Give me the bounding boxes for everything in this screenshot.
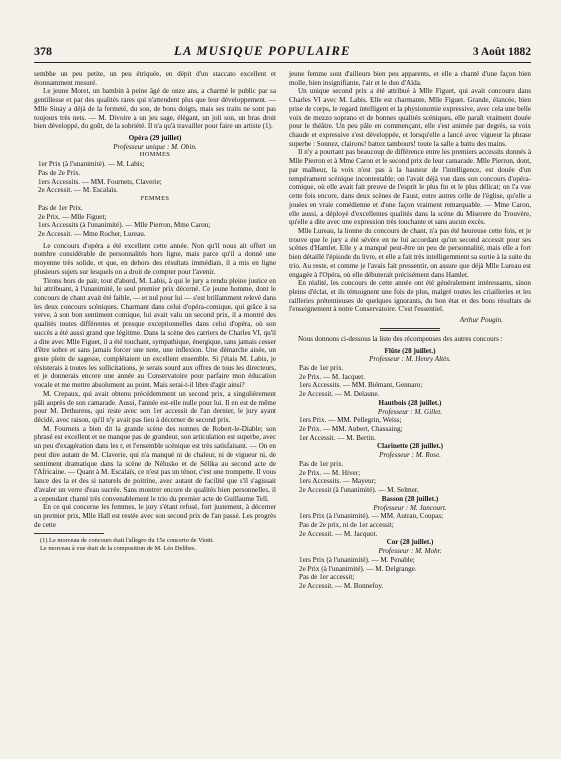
section-professor: Professeur : M. Henry Altès. <box>369 355 451 364</box>
page-number: 378 <box>34 44 52 58</box>
award-line: 1ers Prix (à l'unanimité). — M. Penable; <box>299 555 415 564</box>
page-header <box>34 44 531 62</box>
author-signature: Arthur Pougin. <box>459 316 503 325</box>
paragraph: En réalité, les concours de cette année ont été généralement intéressants, sinon pleins d'éclat, et ils témoignent une fois de plus, malgré toutes les criailleries et les railleries prétentieuses de quelques ignorants, du bon état et des bons résultats de l'enseignement à notre Conservatoire. C'est l'essentiel. <box>289 279 531 314</box>
subsection-femmes: FEMMES <box>140 195 170 203</box>
award-line: 1ers Accessits. — MM. Biémant, Gennaro; <box>299 381 423 390</box>
section-professor: Professeur unique : M. Obin. <box>113 142 197 151</box>
section-title-cor: Cor (28 juillet.) <box>386 538 434 547</box>
award-line: 2e Accessit. — Mme Rocher, Lureau. <box>38 229 146 238</box>
section-title-hautbois: Hautbois (28 juillet.) <box>378 398 442 407</box>
section-professor: Professeur : M. Mohr. <box>378 547 442 556</box>
award-line: 2e Accessit (à l'unanimité). — M. Selmer. <box>299 486 419 495</box>
award-line: 1ers Prix. — MM. Pellegrin, Weiss; <box>299 416 402 425</box>
award-line: 2e Prix. — M. Hiver; <box>299 468 361 477</box>
issue-date: 3 Août 1882 <box>472 46 531 58</box>
section-title-flute: Flûte (28 juillet.) <box>384 346 436 355</box>
paragraph: Le jeune Moret, un bambin à peine âgé de onze ans, a charmé le public par sa gentillesse et par des qualités rares qui n'attendent plus que leur développement. — Mlle Sinay a déjà de la fermeté, du son, de bons doigts, mais ses traits ne sont pas toujours très nets. — M. Divoire a un jeu sage, élégant, un joli son, un bras droit bien développé, du goût, de la sobriété. Il n'a qu'à travailler pour faire un artiste (1). <box>34 87 276 131</box>
footnote-rule <box>34 533 104 534</box>
section-title-clarinette: Clarinette (28 juillet.) <box>376 442 444 451</box>
award-line: 1ers Accessits. — Mayeur; <box>299 477 376 486</box>
award-line: 2e Accessit. — M. Delaune. <box>299 390 380 399</box>
paragraph: En ce qui concerne les femmes, le jury s'étant refusé, fort justement, à décerner un premier prix, Mlle Hall est restée avec son second prix de l'an passé. Les progrès de cette <box>34 503 276 529</box>
award-line: Pas de 1er accessit; <box>299 573 355 582</box>
award-line: Pas de 1er prix. <box>299 364 344 372</box>
award-line: 2e Prix. — MM. Aubert, Chassaing; <box>299 425 403 434</box>
award-line: Pas de 1er Prix. <box>38 203 83 212</box>
section-professor: Professeur : M. Jancourt. <box>373 503 447 512</box>
award-line: Pas de 2e Prix. <box>38 168 81 177</box>
section-title-opera: Opéra (29 juillet) <box>128 134 182 143</box>
paragraph: sembhe un peu petite, un peu étriquée, en dépit d'un staccato excellent et étonnamment mesuré. <box>34 70 276 87</box>
header-rule <box>34 62 531 63</box>
paragraph: M. Fournets a bien dit la grande scène des nonnes de Robert-le-Diable; son phrasé est excellent et ne manque pas de grandeur, son articulation est superbe, avec un peu d'exagération dans les r, et l'ensemble scénique est très satisfaisant. — On en peut dire autant de M. Claverie, qui n'a manqué ni de chaleur, ni de vigueur ni, de sentiment dramatique dans la scène de Nélusko et de Sélika au second acte de l'Africaine. — Quant à M. Escalaïs, ce n'est pas un ténor, c'est une trompette. Il vous lance des la et des si naturels de poitrine, avec autant de facilité que s'il s'agissait d'avaler un verre d'eau sucrée. Sans montrer encore de qualités bien personnelles, il a cependant chanté très convenablement le trio du premier acte de Guillaume Tell. <box>34 424 276 503</box>
award-line: 1er Accessit. — M. Bertin. <box>299 433 376 442</box>
award-line: 1ers Accessits (à l'unanimité). — Mlle Pierron, Mme Caron; <box>38 221 211 230</box>
section-title-basson: Basson (28 juillet.) <box>381 494 439 503</box>
award-line: 2e Prix. — M. Jacquet. <box>299 372 366 381</box>
paragraph: jeune femme sont d'ailleurs bien peu apparents, et elle a chanté d'une façon bien molle, bien insignifiante, l'air et le duo d'Aïda. <box>289 70 531 87</box>
award-line: Pas de 2e prix, ni de 1er accessit; <box>299 520 394 529</box>
award-line: 2e Prix (à l'unanimité). — M. Delgrange. <box>299 564 417 573</box>
award-line: 1ers Prix (à l'unanimité). — MM. Autran, Coupas; <box>299 512 444 521</box>
paragraph: Mlle Lureau, la lionne du concours de chant, n'a pas été heureuse cette fois, et je trouve que le jury a été sévère en ne lui accordant qu'un second accessit pour ses scènes d'Hamlet. Elle y a manqué peut-être un peu de personnalité, mais elle a fort bien détaillé l'épisode du livre, et elle a fait très intelligemment sa sortie à la suite du trio. Au reste, et comme je l'avais fait pressentir, on assure que déjà Mlle Lureau est engagée à l'Opéra, où elle débuterait précisément dans Hamlet. <box>289 226 531 279</box>
paragraph: M. Crepaux, qui avait obtenu précédemment un second prix, a singulièrement pâli auprès de son camarade. Aussi, l'année est-elle nulle pour lui. Il en est de même pour M. Dethurens, qui reste avec son 1er accessit de l'an dernier, le jury ayant décidé, avec raison, qu'il n'y avait pas lieu à décerner de second prix. <box>34 389 276 425</box>
award-line: Pas de 1er prix. <box>299 459 344 468</box>
paragraph: Nous donnons ci-dessous la liste des récompenses des autres concours : <box>298 334 503 343</box>
footnote: (1) Le morceau de concours était l'allegro du 15e concerto de Viotti. <box>40 537 215 545</box>
section-professor: Professeur : M. Rose. <box>379 451 441 460</box>
paragraph: Tirons hors de pair, tout d'abord, M. Labis, à qui le jury a rendu pleine justice en lui attribuant, à l'unanimité, le seul premier prix décerné. Ce jeune homme, dont le concours de chant avait été faible, — et nul pour lui — s'est brillamment relevé dans les deux concours scéniques. Charmant dans celui d'opéra-comique, qui grâce à sa verve, à son bon sentiment comique, lui avait valu un second prix, il a montré des qualités toutes différentes et presque exceptionnelles dans celui d'opéra, où son succès a été aussi grand que légitime. Dans la scène des carriers de Charles VI, qu'il a dite avec Mlle Figuet, il a été touchant, sympathique, énergique, sans jamais cesser d'être sobre et sans jamais forcer une note, une inflexion. Une démarche aisée, un geste plein de sagesse, complétaient un excellent ensemble. Si j'étais M. Labis, je résisterais à toutes les sollicitations, je serais sourd aux offres de tous les directeurs, et je donnerais encore une année au Conservatoire pour parfaire mon éducation vocale et me mettre absolument au point. Mais serai-t-il libre d'agir ainsi? <box>34 276 276 390</box>
section-professor: Professeur : M. Gillet. <box>377 407 443 416</box>
award-line: 2e Prix. — Mlle Figuet; <box>38 212 107 221</box>
paragraph: Il n'y a pourtant pas beaucoup de différence entre les premiers accessits donnés à Mlle Pierron et à Mme Caron et le second prix de leur camarade. Mlle Pierron, dont, par malheur, la voix n'est pas à la hauteur de l'intelligence, est douée d'un tempérament scénique incontestable; on l'avait déjà vue dans son concours d'opéra-comique, où elle avait fait preuve de l'esprit le plus fin et le plus délicat; on l'a vue cette fois encore, dans deux scènes de Faust, entre autres celle de l'église, qu'elle a jouées en vraie comédienne et d'une façon vraiment remarquable. — Mme Caron, elle aussi, a déployé d'excellentes qualités dans la scène du Miserere du Trouvère, qu'elle a dite avec une expression très touchante et sans aucun excès. <box>289 148 531 227</box>
award-line: 2e Accessit. — M. Jacquot. <box>299 529 378 538</box>
subsection-hommes: HOMMES <box>139 151 171 159</box>
right-column <box>289 70 531 591</box>
section-separator <box>380 328 440 331</box>
journal-title: LA MUSIQUE POPULAIRE <box>174 44 351 58</box>
paragraph: Un unique second prix a été attribué à Mlle Figuet, qui avait concouru dans Charles VI avec M. Labis. Elle est charmante, Mlle Figuet. Grande, élancée, bien prise de corps, le regard intelligent et la physionomie expressive, avec cela une belle voix de mezzo soprano et de bonnes qualités scéniques, elle paraît vraiment douée pour le théâtre. Un peu pâle en commençant, elle s'est animée par degrés, sa voix chaude et expressive s'est développée, et lorsqu'elle a lancé avec vigueur la phrase superbe : Sonnez, clairons! battez tambours! toute la salle a battu des mains. <box>289 87 531 148</box>
left-column <box>34 70 276 553</box>
footnote: Le morceau à vue était de la composition de M. Léo Delibes. <box>40 544 196 552</box>
award-line: 2e Accessit. — M. Bonnefoy. <box>299 581 384 590</box>
award-line: 1er Prix (à l'unanimité). — M. Labis; <box>38 160 145 169</box>
paragraph: Le concours d'opéra a été excellent cette année. Non qu'il nous ait offert un nombre considérable de personnalités hors ligne, mais parce qu'il a donné une moyenne très solide, et que, en dehors des résultats immédiats, il a mis en ligne plusieurs sujets sur lesquels on a droit de compter pour l'avenir. <box>34 241 276 276</box>
award-line: 2e Accessit. — M. Escalaïs. <box>38 186 118 195</box>
award-line: 1ers Accessits. — MM. Fournets, Claverie; <box>38 177 162 186</box>
